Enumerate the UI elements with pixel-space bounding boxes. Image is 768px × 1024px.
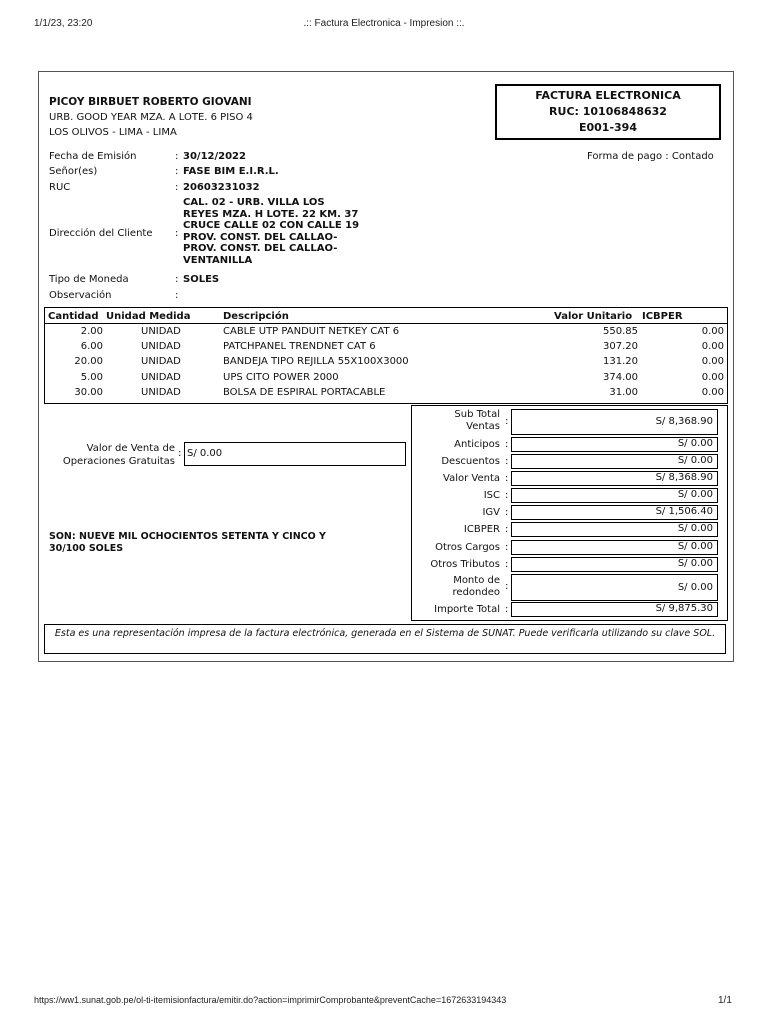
observacion-label: Observación [49,290,112,301]
cell-icbper: 0.00 [701,341,724,352]
colon: : [505,542,509,553]
table-row [45,387,727,402]
header-divider [45,323,727,324]
table-row [45,341,727,356]
colon: : [505,473,509,484]
direccion-line: VENTANILLA [183,254,253,266]
colon: : [178,448,182,459]
label-line: Sub Total [454,409,500,420]
total-label-otros-tributos: Otros Tributos [430,559,500,570]
ruc-label: RUC [49,182,71,193]
total-label-descuentos: Descuentos [441,456,500,467]
colon: : [505,604,509,615]
cell-unidad: UNIDAD [141,341,181,352]
issuer-address-1: URB. GOOD YEAR MZA. A LOTE. 6 PISO 4 [49,112,253,123]
col-header-valor-unitario: Valor Unitario [554,311,633,322]
items-table [44,307,728,404]
colon: : [505,507,509,518]
issuer-address-2: LOS OLIVOS - LIMA - LIMA [49,127,177,138]
moneda-label: Tipo de Moneda [49,274,129,285]
cell-unidad: UNIDAD [141,356,181,367]
total-label-igv: IGV [482,507,500,518]
cell-valor-unitario: 131.20 [603,356,638,367]
legal-footnote: Esta es una representación impresa de la factura electrónica, generada en el Sistema de SUNAT. Puede verificarla utilizando su clave SOL. [44,624,726,654]
colon: : [505,524,509,535]
amount-words-line: SON: NUEVE MIL OCHOCIENTOS SETENTA Y CINCO Y [49,531,326,542]
cell-icbper: 0.00 [701,356,724,367]
colon: : [175,228,179,239]
cell-cantidad: 30.00 [74,387,103,398]
colon: : [175,166,179,177]
total-value-isc: S/ 0.00 [511,488,718,503]
cell-descripcion: BANDEJA TIPO REJILLA 55X100X3000 [223,356,409,367]
gratuitas-value: S/ 0.00 [184,442,406,466]
colon: : [505,559,509,570]
cell-icbper: 0.00 [701,372,724,383]
total-value-icbper: S/ 0.00 [511,522,718,537]
table-row [45,372,727,387]
colon: : [505,490,509,501]
total-label-otros-cargos: Otros Cargos [435,542,500,553]
direccion-line: PROV. CONST. DEL CALLAO- [183,231,338,243]
direccion-line: PROV. CONST. DEL CALLAO- [183,243,338,254]
direccion-label: Dirección del Cliente [49,228,153,239]
gratuitas-label-line: Valor de Venta de [86,443,175,454]
print-url: https://ww1.sunat.gob.pe/ol-ti-itemisionfactura/emitir.do?action=imprimirComprobante&preventCache=1672633194343 [34,995,507,1005]
col-header-cantidad: Cantidad [48,311,99,322]
invoice-number: E001-394 [578,121,637,134]
senor-label: Señor(es) [49,166,98,177]
total-label-valor-venta: Valor Venta [443,473,500,484]
label-line: Monto de [453,575,500,586]
table-row [45,326,727,341]
total-value-otros-tributos: S/ 0.00 [511,557,718,572]
total-value-importe-total: S/ 9,875.30 [511,602,718,617]
total-value-redondeo: S/ 0.00 [511,574,718,601]
invoice-id-box [495,84,721,140]
total-label-anticipos: Anticipos [454,439,500,450]
colon: : [505,439,509,450]
print-page-title: .:: Factura Electronica - Impresion ::. [303,18,465,29]
cell-descripcion: CABLE UTP PANDUIT NETKEY CAT 6 [223,326,400,337]
label-line: Ventas [466,421,500,432]
print-datetime: 1/1/23, 23:20 [34,18,93,29]
amount-in-words [49,531,326,555]
cell-descripcion: UPS CITO POWER 2000 [223,372,339,383]
colon: : [175,151,179,162]
table-row [45,356,727,371]
cell-icbper: 0.00 [701,387,724,398]
total-label-isc: ISC [483,490,500,501]
colon: : [175,290,179,301]
label-line: redondeo [452,587,500,598]
colon: : [175,274,179,285]
forma-pago: Forma de pago : Contado [587,151,714,162]
total-value-otros-cargos: S/ 0.00 [511,540,718,555]
total-value-valor-venta: S/ 8,368.90 [511,471,718,486]
cell-descripcion: BOLSA DE ESPIRAL PORTACABLE [223,387,386,398]
invoice-type: FACTURA ELECTRONICA [535,89,681,102]
total-value-igv: S/ 1,506.40 [511,505,718,520]
col-header-icbper: ICBPER [642,311,683,322]
direccion-value [183,197,359,266]
total-label-importe-total: Importe Total [434,604,500,615]
colon: : [175,182,179,193]
total-value-anticipos: S/ 0.00 [511,437,718,452]
cell-unidad: UNIDAD [141,326,181,337]
cell-cantidad: 20.00 [74,356,103,367]
cell-cantidad: 2.00 [80,326,103,337]
fecha-label: Fecha de Emisión [49,151,137,162]
cell-valor-unitario: 374.00 [603,372,638,383]
direccion-line: CRUCE CALLE 02 CON CALLE 19 [183,220,360,231]
col-header-descripcion: Descripción [223,311,289,322]
col-header-unidad: Unidad Medida [106,311,191,322]
issuer-name: PICOY BIRBUET ROBERTO GIOVANI [49,96,252,108]
gratuitas-label-line: Operaciones Gratuitas [62,456,175,467]
direccion-line: REYES MZA. H LOTE. 22 KM. 37 [183,208,359,220]
ruc-value: 20603231032 [183,182,260,193]
print-page-number: 1/1 [718,995,732,1006]
cell-cantidad: 6.00 [80,341,103,352]
cell-descripcion: PATCHPANEL TRENDNET CAT 6 [223,341,376,352]
cell-unidad: UNIDAD [141,387,181,398]
cell-valor-unitario: 31.00 [609,387,638,398]
cell-valor-unitario: 307.20 [603,341,638,352]
total-label-icbper: ICBPER [463,524,500,535]
senor-value: FASE BIM E.I.R.L. [183,166,279,177]
colon: : [505,581,509,592]
cell-icbper: 0.00 [701,326,724,337]
fecha-value: 30/12/2022 [183,151,246,162]
total-label-subtotal [454,409,500,433]
colon: : [505,456,509,467]
gratuitas-label [40,442,175,468]
total-value-subtotal: S/ 8,368.90 [511,409,718,435]
colon: : [505,416,509,427]
total-value-descuentos: S/ 0.00 [511,454,718,469]
cell-cantidad: 5.00 [80,372,103,383]
amount-words-line: 30/100 SOLES [49,543,124,554]
moneda-value: SOLES [183,274,220,285]
cell-unidad: UNIDAD [141,372,181,383]
invoice-ruc: RUC: 10106848632 [549,105,667,118]
total-label-redondeo [453,575,500,599]
direccion-line: CAL. 02 - URB. VILLA LOS [183,197,325,208]
cell-valor-unitario: 550.85 [603,326,638,337]
